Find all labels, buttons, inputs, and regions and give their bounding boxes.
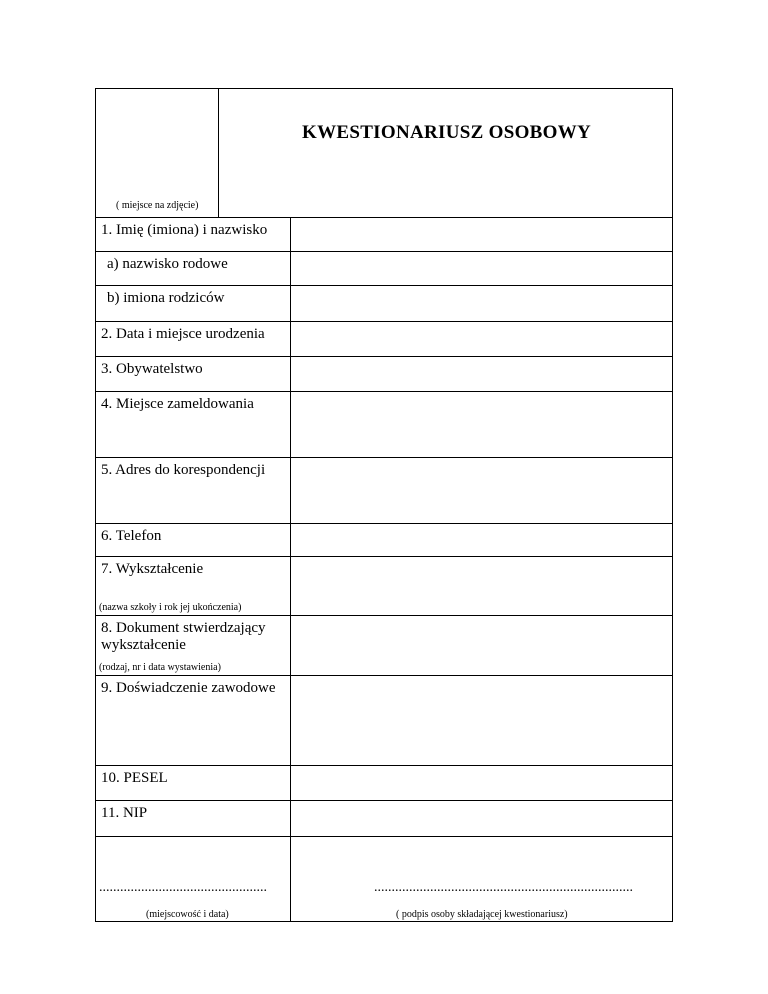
label-citizenship: 3. Obywatelstwo [101, 361, 203, 377]
input-phone[interactable] [291, 524, 672, 556]
label-birth: 2. Data i miejsce urodzenia [101, 326, 265, 342]
label-parents-names: b) imiona rodziców [107, 290, 225, 306]
row-maiden-name [96, 251, 672, 285]
place-date-caption: (miejscowość i data) [146, 909, 229, 920]
hint-education-document: (rodzaj, nr i data wystawienia) [99, 662, 221, 673]
row-education-document [96, 615, 672, 675]
row-nip [96, 800, 672, 836]
photo-box [96, 89, 219, 217]
row-citizenship [96, 356, 672, 391]
input-citizenship[interactable] [291, 357, 672, 391]
place-date-cell [96, 837, 291, 922]
input-nip[interactable] [291, 801, 672, 836]
row-registration [96, 391, 672, 457]
input-pesel[interactable] [291, 766, 672, 800]
photo-label: ( miejsce na zdjęcie) [116, 200, 199, 211]
row-pesel [96, 765, 672, 800]
row-parents-names [96, 285, 672, 321]
label-education-document: 8. Dokument stwierdzający wykształcenie [101, 620, 266, 653]
label-nip: 11. NIP [101, 805, 148, 821]
place-date-line[interactable]: ................................................ [99, 880, 267, 895]
input-correspondence[interactable] [291, 458, 672, 523]
label-experience: 9. Doświadczenie zawodowe [101, 680, 276, 696]
label-education: 7. Wykształcenie [101, 561, 204, 577]
label-pesel: 10. PESEL [101, 770, 168, 786]
input-parents-names[interactable] [291, 286, 672, 321]
input-education[interactable] [291, 557, 672, 615]
hint-education: (nazwa szkoły i rok jej ukończenia) [99, 602, 242, 613]
input-registration[interactable] [291, 392, 672, 457]
row-birth [96, 321, 672, 356]
row-education [96, 556, 672, 615]
input-maiden-name[interactable] [291, 252, 672, 285]
form-title: KWESTIONARIUSZ OSOBOWY [301, 122, 592, 143]
signature-line[interactable]: .......................................................................... [374, 880, 633, 895]
label-correspondence: 5. Adres do korespondencji [101, 462, 266, 478]
row-phone [96, 523, 672, 556]
row-full-name [96, 217, 672, 251]
label-phone: 6. Telefon [101, 528, 162, 544]
input-birth[interactable] [291, 322, 672, 356]
signature-section [96, 836, 672, 922]
input-experience[interactable] [291, 676, 672, 765]
input-full-name[interactable] [291, 218, 672, 251]
signature-caption: ( podpis osoby składającej kwestionariusz) [396, 909, 568, 920]
row-experience [96, 675, 672, 765]
label-registration: 4. Miejsce zameldowania [101, 396, 254, 412]
label-full-name: 1. Imię (imiona) i nazwisko [101, 222, 268, 238]
input-education-document[interactable] [291, 616, 672, 675]
row-correspondence [96, 457, 672, 523]
questionnaire-form [95, 88, 673, 922]
label-maiden-name: a) nazwisko rodowe [107, 256, 228, 272]
